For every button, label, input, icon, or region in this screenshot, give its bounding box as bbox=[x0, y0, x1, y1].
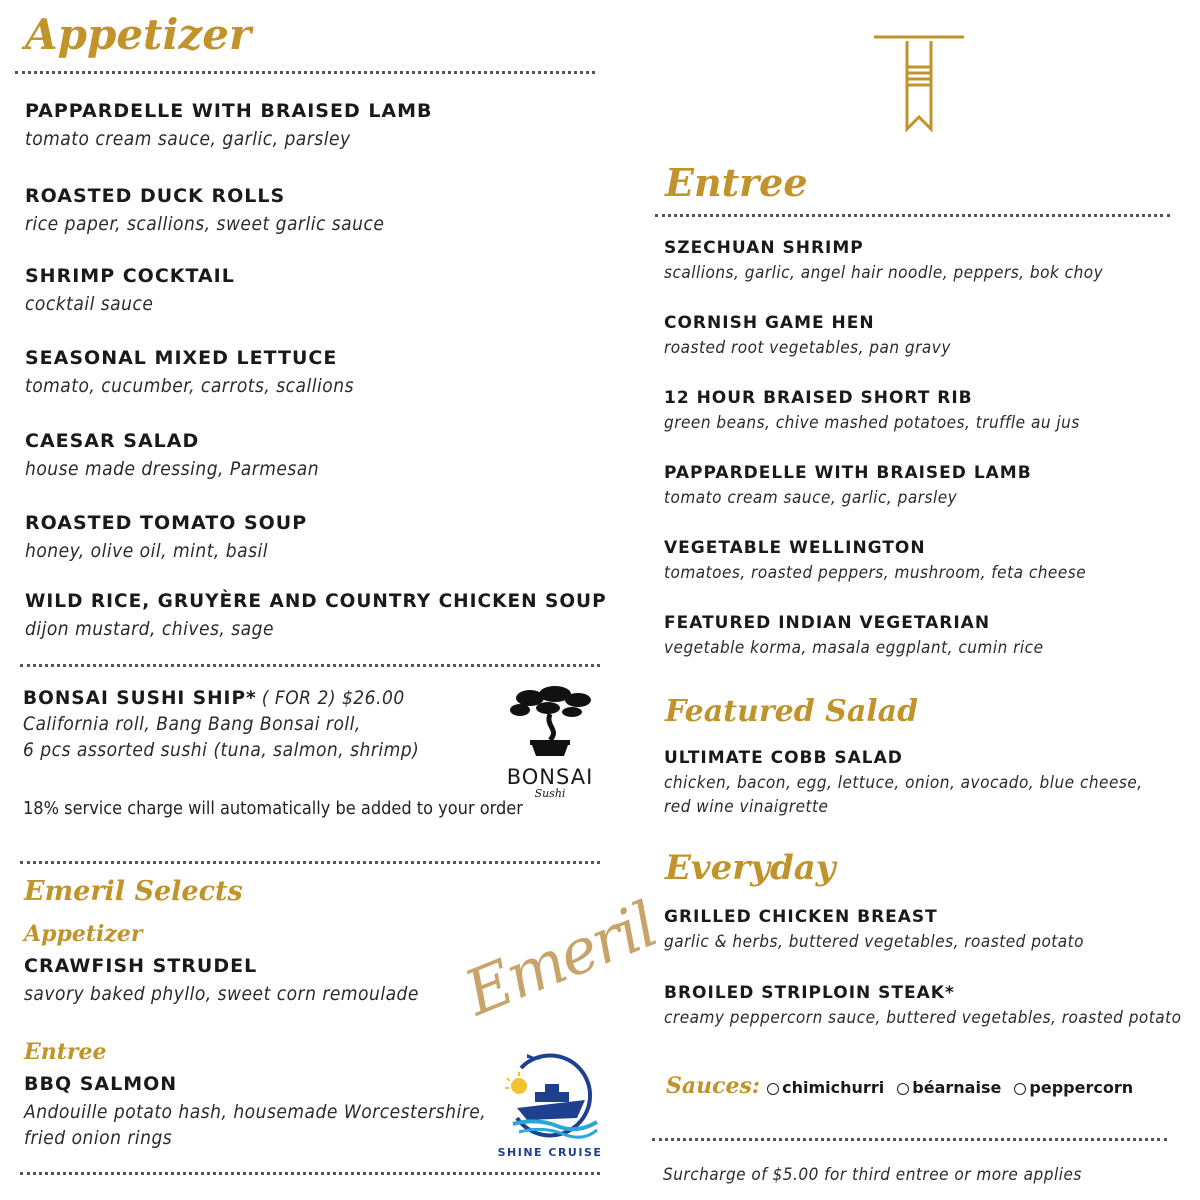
menu-item bbox=[24, 1073, 486, 1149]
divider bbox=[655, 214, 1170, 217]
menu-item bbox=[25, 347, 354, 397]
item-description: creamy peppercorn sauce, buttered vegetables, roasted potato bbox=[664, 1008, 1182, 1028]
item-description: tomatoes, roasted peppers, mushroom, feta cheese bbox=[664, 563, 1087, 583]
item-description: tomato cream sauce, garlic, parsley bbox=[25, 128, 351, 150]
menu-item bbox=[664, 388, 1080, 433]
item-name: PAPPARDELLE WITH BRAISED LAMB bbox=[664, 463, 1032, 483]
cruise-ship-icon bbox=[497, 1048, 603, 1140]
item-name: ROASTED DUCK ROLLS bbox=[25, 185, 286, 207]
item-description: dijon mustard, chives, sage bbox=[25, 618, 275, 640]
bonsai-tree-icon bbox=[500, 684, 600, 759]
featured-salad-heading: Featured Salad bbox=[665, 694, 919, 729]
appetizer-heading: Appetizer bbox=[25, 10, 252, 59]
item-name: PAPPARDELLE WITH BRAISED LAMB bbox=[25, 100, 433, 122]
entree-heading: Entree bbox=[665, 160, 808, 205]
sauce-option-label: béarnaise bbox=[912, 1078, 1002, 1097]
emeril-signature-text: Emeril bbox=[454, 887, 666, 1030]
bonsai-logo-subtext: Sushi bbox=[534, 787, 566, 800]
item-description: California roll, Bang Bang Bonsai roll, bbox=[23, 713, 361, 735]
radio-circle-icon bbox=[1014, 1083, 1026, 1095]
item-description: chicken, bacon, egg, lettuce, onion, avocado, blue cheese, bbox=[664, 773, 1143, 793]
service-charge-note: 18% service charge will automatically be added to your order bbox=[23, 798, 523, 819]
item-name: BONSAI SUSHI SHIP* bbox=[23, 688, 257, 709]
item-name: SEASONAL MIXED LETTUCE bbox=[25, 347, 338, 369]
item-description: tomato cream sauce, garlic, parsley bbox=[664, 488, 958, 508]
menu-item bbox=[664, 238, 1103, 283]
item-name: ULTIMATE COBB SALAD bbox=[664, 748, 903, 768]
item-description: Andouille potato hash, housemade Worcestershire, bbox=[24, 1101, 487, 1123]
item-name: SZECHUAN SHRIMP bbox=[664, 238, 864, 258]
item-name: 12 HOUR BRAISED SHORT RIB bbox=[664, 388, 973, 408]
item-description: honey, olive oil, mint, basil bbox=[25, 540, 268, 562]
menu-item bbox=[664, 613, 1043, 658]
item-name: CAESAR SALAD bbox=[25, 430, 200, 452]
item-name: CRAWFISH STRUDEL bbox=[24, 955, 258, 977]
sauce-option-label: peppercorn bbox=[1029, 1078, 1134, 1097]
item-description: 6 pcs assorted sushi (tuna, salmon, shrimp) bbox=[23, 739, 420, 761]
item-name: GRILLED CHICKEN BREAST bbox=[664, 907, 938, 927]
emeril-appetizer-label: Appetizer bbox=[24, 921, 143, 947]
menu-item bbox=[25, 591, 607, 640]
divider bbox=[20, 861, 600, 864]
sauce-option-label: chimichurri bbox=[782, 1078, 885, 1097]
sauces-row bbox=[666, 1073, 1133, 1099]
item-description: cocktail sauce bbox=[25, 293, 154, 315]
item-description: fried onion rings bbox=[24, 1127, 173, 1149]
sushi-ship-item bbox=[23, 687, 419, 761]
t-logo-icon bbox=[872, 33, 966, 133]
item-description: scallions, garlic, angel hair noodle, peppers, bok choy bbox=[664, 263, 1104, 283]
item-description: vegetable korma, masala eggplant, cumin rice bbox=[664, 638, 1044, 658]
menu-item bbox=[24, 955, 419, 1005]
item-name: SHRIMP COCKTAIL bbox=[25, 265, 235, 287]
menu-item bbox=[664, 538, 1086, 583]
item-description: roasted root vegetables, pan gravy bbox=[664, 338, 951, 358]
item-description: house made dressing, Parmesan bbox=[25, 458, 320, 480]
bonsai-logo bbox=[500, 684, 600, 804]
shine-cruise-logo-text: SHINE CRUISE bbox=[497, 1146, 603, 1159]
menu-item bbox=[664, 313, 951, 358]
sauce-option-bearnaise[interactable] bbox=[897, 1078, 1001, 1097]
sauces-label: Sauces: bbox=[666, 1073, 761, 1099]
emeril-entree-label: Entree bbox=[24, 1039, 107, 1065]
item-price: ( FOR 2) $26.00 bbox=[261, 687, 405, 709]
item-description: garlic & herbs, buttered vegetables, roasted potato bbox=[664, 932, 1085, 952]
item-description: tomato, cucumber, carrots, scallions bbox=[25, 375, 354, 397]
divider bbox=[652, 1138, 1167, 1141]
item-description: savory baked phyllo, sweet corn remoulade bbox=[24, 983, 419, 1005]
shine-cruise-logo bbox=[497, 1048, 603, 1158]
radio-circle-icon bbox=[897, 1083, 909, 1095]
menu-item bbox=[25, 100, 433, 150]
item-description: green beans, chive mashed potatoes, truffle au jus bbox=[664, 413, 1080, 433]
menu-item bbox=[664, 907, 1084, 952]
item-name: BROILED STRIPLOIN STEAK* bbox=[664, 983, 955, 1003]
divider bbox=[20, 664, 600, 667]
menu-item bbox=[25, 430, 319, 480]
item-name: VEGETABLE WELLINGTON bbox=[664, 538, 926, 558]
emeril-signature-logo bbox=[454, 887, 666, 1064]
item-name: WILD RICE, GRUYÈRE AND COUNTRY CHICKEN SOUP bbox=[25, 591, 607, 612]
item-name: CORNISH GAME HEN bbox=[664, 313, 875, 333]
divider bbox=[20, 1172, 600, 1175]
everyday-heading: Everyday bbox=[665, 848, 836, 888]
sauce-option-peppercorn[interactable] bbox=[1014, 1078, 1133, 1097]
menu-item bbox=[664, 463, 1032, 508]
emeril-selects-heading: Emeril Selects bbox=[24, 876, 243, 907]
item-description: rice paper, scallions, sweet garlic sauce bbox=[25, 213, 385, 235]
bonsai-logo-text: BONSAI bbox=[506, 765, 594, 789]
surcharge-note: Surcharge of $5.00 for third entree or more applies bbox=[663, 1165, 1082, 1185]
menu-item bbox=[664, 983, 1182, 1028]
item-name: ROASTED TOMATO SOUP bbox=[25, 512, 308, 534]
item-name: FEATURED INDIAN VEGETARIAN bbox=[664, 613, 991, 633]
sauce-option-chimichurri[interactable] bbox=[767, 1078, 884, 1097]
menu-item bbox=[25, 185, 384, 235]
divider bbox=[15, 71, 595, 74]
menu-item bbox=[25, 512, 307, 562]
item-name: BBQ SALMON bbox=[24, 1073, 178, 1095]
radio-circle-icon bbox=[767, 1083, 779, 1095]
item-description: red wine vinaigrette bbox=[664, 797, 829, 817]
menu-item bbox=[25, 265, 235, 315]
menu-item bbox=[664, 748, 1143, 817]
